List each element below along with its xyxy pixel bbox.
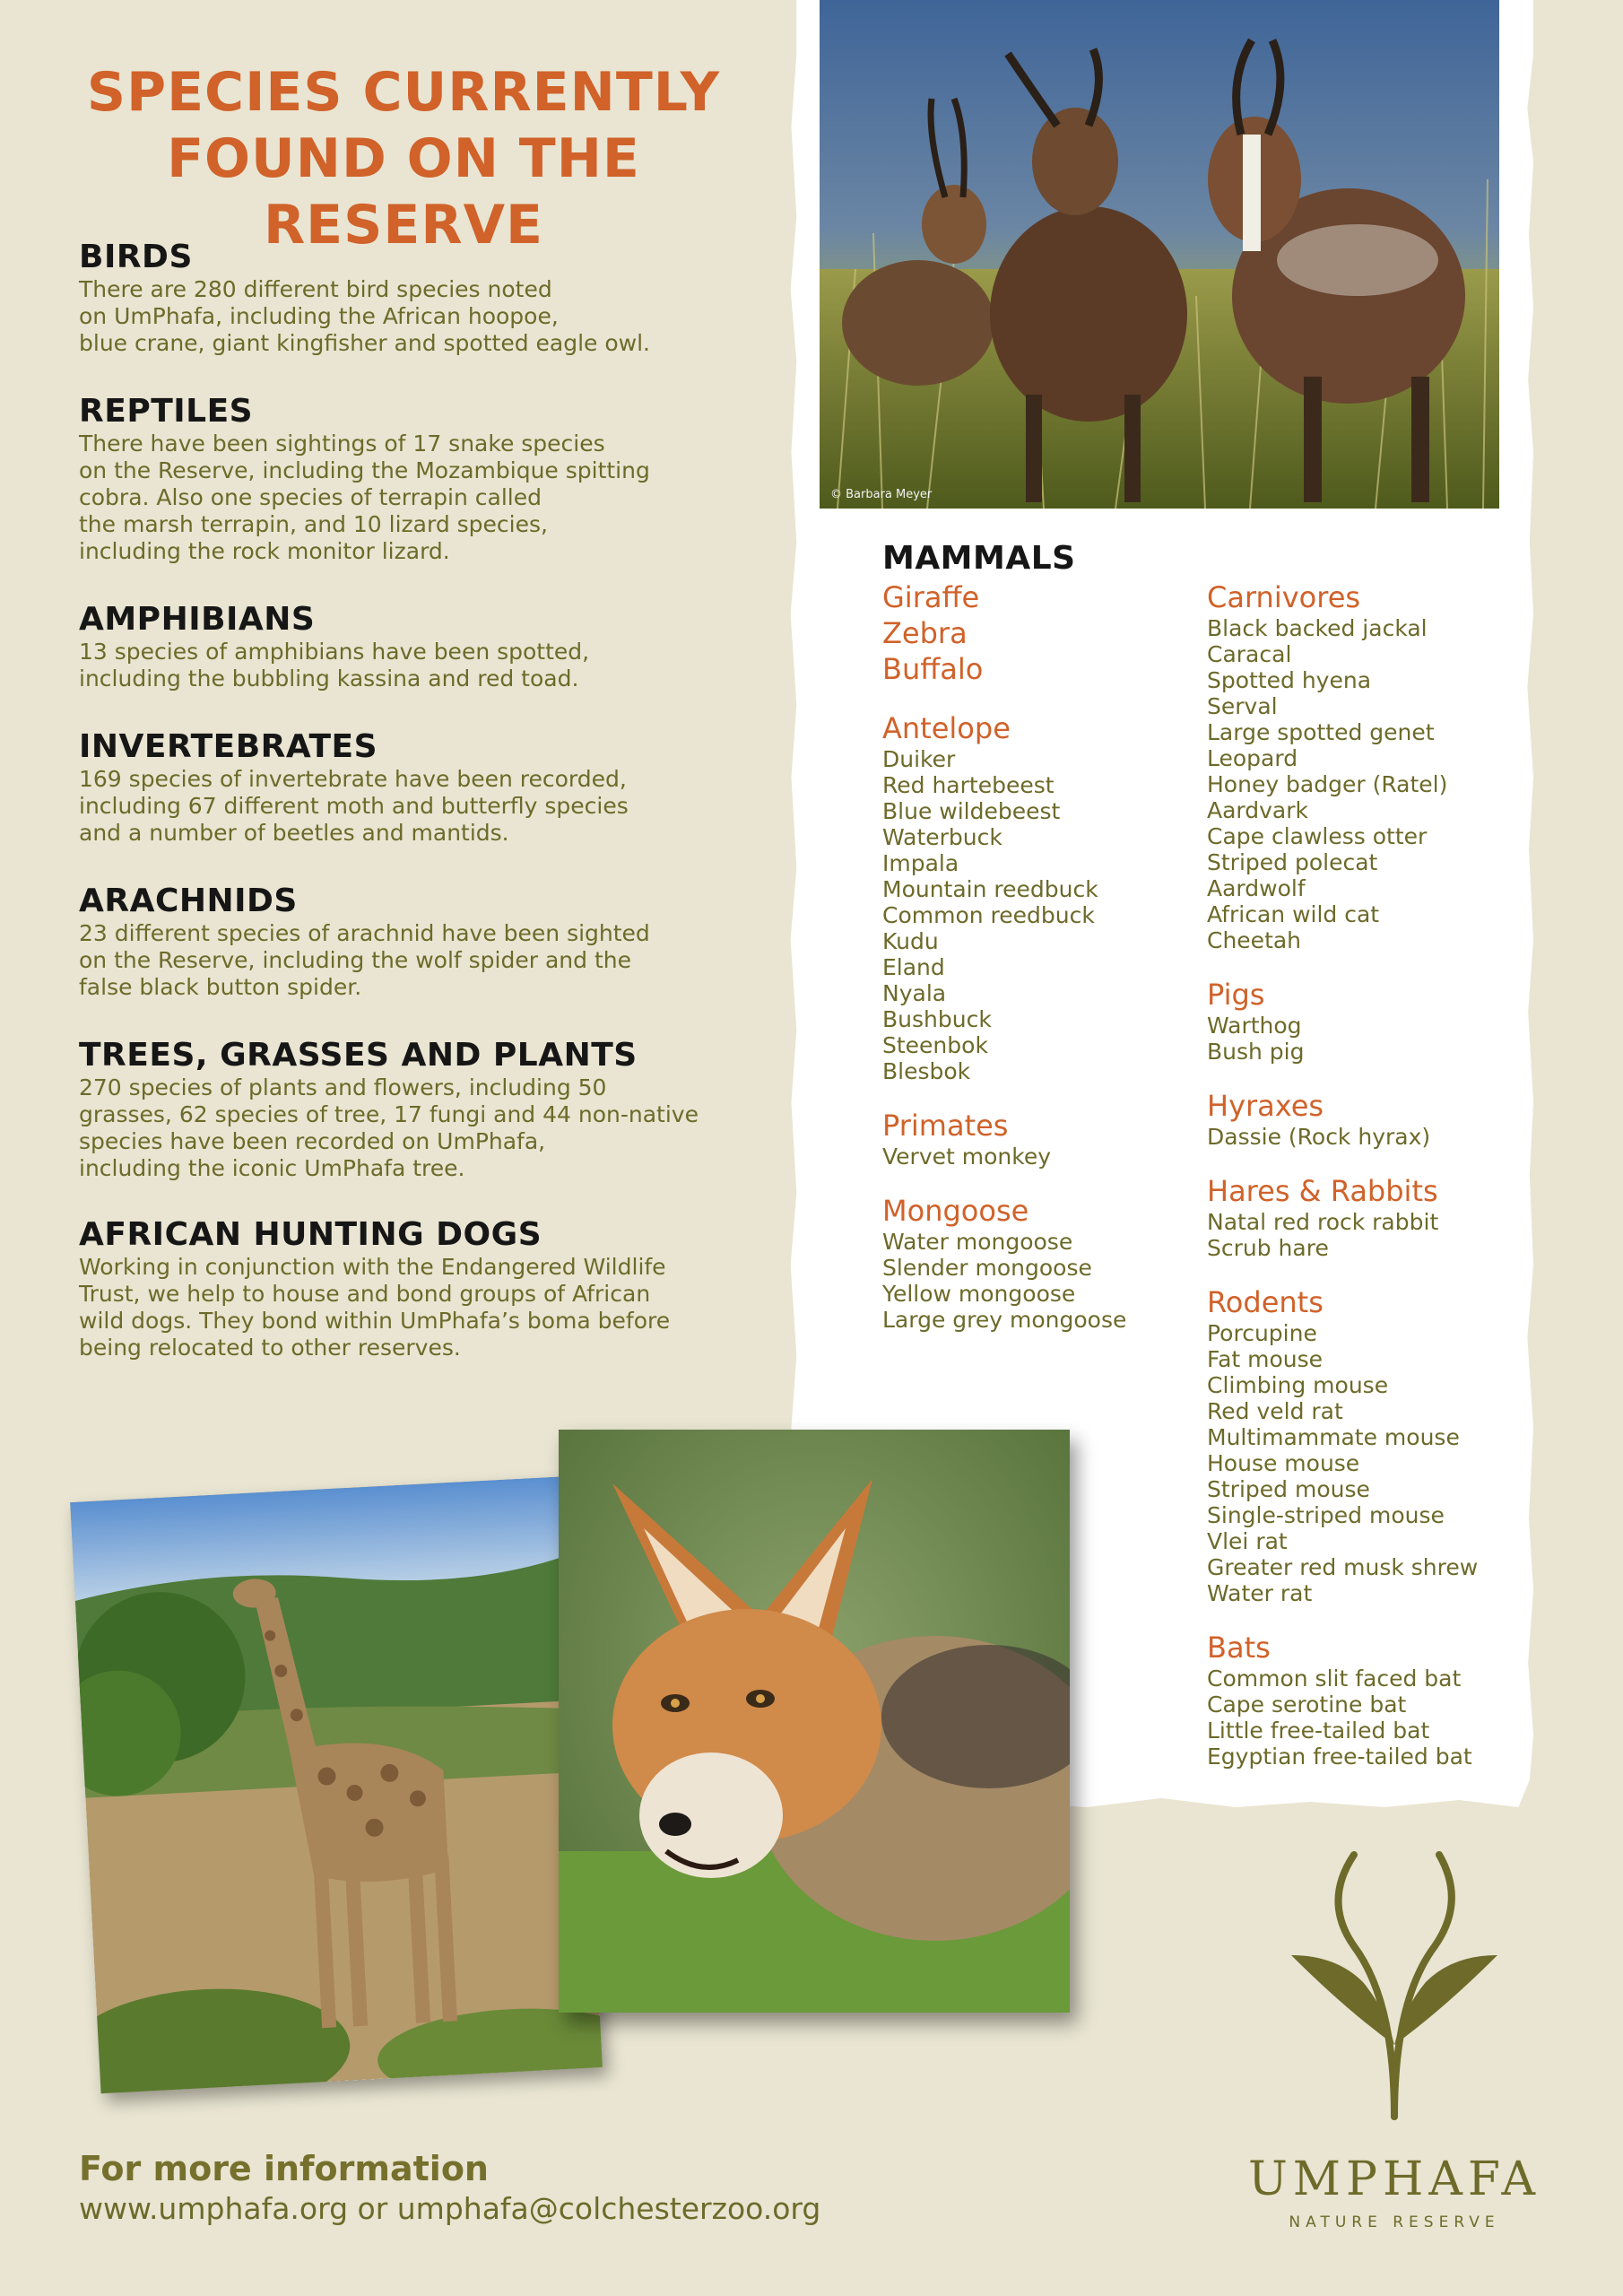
mammals-heading: MAMMALS (882, 540, 1076, 577)
species-item: Caracal (1207, 641, 1292, 667)
text-line: the marsh terrapin, and 10 lizard species, (79, 511, 548, 537)
species-item: Red veld rat (1207, 1398, 1343, 1424)
featured-mammals (882, 579, 1178, 687)
text-line: 270 species of plants and flowers, including 50 (79, 1074, 607, 1100)
species-item: Cheetah (1207, 927, 1302, 953)
section-text (79, 430, 760, 565)
species-item: Red hartebeest (882, 772, 1055, 798)
species-item: Impala (882, 850, 959, 876)
species-item: Warthog (1207, 1013, 1302, 1039)
section-african-hunting-dogs (79, 1216, 778, 1361)
text-line: Trust, we help to house and bond groups of African (79, 1281, 651, 1307)
category-heading: Pigs (1207, 978, 1265, 1012)
more-info-label: For more information (79, 2149, 489, 2188)
section-heading: AMPHIBIANS (79, 601, 316, 638)
text-line: on the Reserve, including the Mozambique spitting (79, 457, 650, 483)
species-item: Little free-tailed bat (1207, 1718, 1430, 1744)
contact-info: www.umphafa.org or umphafa@colchesterzoo.org (79, 2191, 821, 2226)
category-heading: Hares & Rabbits (1207, 1174, 1438, 1208)
category-rodents (1207, 1284, 1512, 1606)
section-heading: REPTILES (79, 393, 254, 430)
species-item: Blue wildebeest (882, 798, 1061, 824)
section-heading: ARACHNIDS (79, 883, 298, 919)
species-item: Scrub hare (1207, 1235, 1329, 1261)
species-item: Kudu (882, 928, 939, 954)
species-item: Bushbuck (882, 1006, 992, 1032)
text-line: There are 280 different bird species noted (79, 276, 552, 302)
text-line: including the rock monitor lizard. (79, 538, 450, 564)
featured-mammal: Zebra (882, 616, 968, 650)
species-item: Bush pig (1207, 1039, 1305, 1065)
text-line: including 67 different moth and butterfly species (79, 793, 629, 819)
photo-credit: © Barbara Meyer (830, 488, 933, 501)
species-item: Egyptian free-tailed bat (1207, 1744, 1472, 1770)
species-item: Striped polecat (1207, 849, 1378, 875)
text-line: There have been sightings of 17 snake species (79, 430, 605, 457)
text-line: including the iconic UmPhafa tree. (79, 1155, 465, 1181)
species-item: Natal red rock rabbit (1207, 1209, 1439, 1235)
species-item: Multimammate mouse (1207, 1424, 1460, 1450)
species-item: Leopard (1207, 745, 1298, 771)
brand-name: UMPHAFA (1247, 2152, 1541, 2206)
category-pigs (1207, 977, 1512, 1065)
species-item: Spotted hyena (1207, 667, 1372, 693)
species-item: Water mongoose (882, 1229, 1073, 1255)
category-hyraxes (1207, 1088, 1512, 1150)
species-item: Slender mongoose (882, 1255, 1092, 1281)
mammals-column-2 (1207, 579, 1512, 1770)
featured-mammal: Buffalo (882, 652, 984, 686)
category-heading: Antelope (882, 711, 1011, 745)
category-heading: Rodents (1207, 1285, 1324, 1319)
category-mongoose (882, 1193, 1178, 1333)
featured-mammal: Giraffe (882, 580, 980, 614)
species-item: Honey badger (Ratel) (1207, 771, 1448, 797)
category-primates (882, 1108, 1178, 1170)
species-item: Climbing mouse (1207, 1372, 1389, 1398)
section-heading: TREES, GRASSES AND PLANTS (79, 1037, 638, 1074)
section-amphibians (79, 601, 778, 692)
blesbok-illustration (820, 0, 1499, 509)
page-title (36, 59, 771, 258)
species-item: Yellow mongoose (882, 1281, 1076, 1307)
section-text (79, 766, 760, 847)
section-heading: BIRDS (79, 239, 193, 275)
species-item: Serval (1207, 693, 1278, 719)
species-item: Aardvark (1207, 797, 1309, 823)
section-reptiles (79, 393, 778, 565)
text-line: false black button spider. (79, 974, 362, 1000)
species-item: Nyala (882, 980, 947, 1006)
species-item: Blesbok (882, 1058, 971, 1084)
text-line: being relocated to other reserves. (79, 1335, 461, 1361)
text-line: grasses, 62 species of tree, 17 fungi and 44 non-native (79, 1101, 699, 1127)
species-item: Cape serotine bat (1207, 1692, 1407, 1718)
giraffe-illustration (70, 1476, 603, 2093)
species-item: Porcupine (1207, 1320, 1317, 1346)
species-item: Mountain reedbuck (882, 876, 1098, 902)
species-item: Single-striped mouse (1207, 1502, 1445, 1528)
species-item: Water rat (1207, 1580, 1313, 1606)
category-carnivores (1207, 579, 1512, 953)
section-text (79, 1074, 760, 1182)
species-item: African wild cat (1207, 901, 1380, 927)
category-bats (1207, 1630, 1512, 1770)
species-item: Large grey mongoose (882, 1307, 1127, 1333)
section-heading: AFRICAN HUNTING DOGS (79, 1216, 542, 1253)
category-heading: Bats (1207, 1631, 1271, 1665)
category-heading: Hyraxes (1207, 1089, 1324, 1123)
section-text (79, 276, 760, 357)
title-line-1: SPECIES CURRENTLY (86, 61, 721, 124)
species-item: Black backed jackal (1207, 615, 1428, 641)
species-item: Cape clawless otter (1207, 823, 1428, 849)
text-line: Working in conjunction with the Endangered Wildlife (79, 1254, 666, 1280)
species-item: Waterbuck (882, 824, 1002, 850)
species-item: Duiker (882, 746, 956, 772)
antelope-horns-icon (1237, 1848, 1551, 2144)
section-invertebrates (79, 728, 778, 847)
text-line: and a number of beetles and mantids. (79, 820, 509, 846)
section-trees-grasses-plants (79, 1037, 778, 1182)
section-text (79, 1254, 760, 1361)
giraffe-photo (70, 1476, 603, 2093)
species-item: Dassie (Rock hyrax) (1207, 1124, 1431, 1150)
species-item: Common slit faced bat (1207, 1665, 1462, 1692)
category-heading: Carnivores (1207, 580, 1361, 614)
species-item: Vervet monkey (882, 1144, 1052, 1170)
species-item: Steenbok (882, 1032, 988, 1058)
text-line: blue crane, giant kingfisher and spotted eagle owl. (79, 330, 650, 356)
text-line: 169 species of invertebrate have been recorded, (79, 766, 627, 792)
blesbok-photo (820, 0, 1499, 509)
section-text (79, 920, 760, 1001)
species-item: Striped mouse (1207, 1476, 1370, 1502)
text-line: wild dogs. They bond within UmPhafa’s boma before (79, 1308, 671, 1334)
category-antelope (882, 710, 1178, 1084)
section-heading: INVERTEBRATES (79, 728, 378, 765)
section-arachnids (79, 883, 778, 1001)
species-item: Fat mouse (1207, 1346, 1324, 1372)
text-line: on UmPhafa, including the African hoopoe, (79, 303, 559, 329)
brand-subtitle: NATURE RESERVE (1289, 2213, 1500, 2231)
jackal-illustration (559, 1430, 1070, 2013)
mammals-column-1 (882, 579, 1178, 1333)
text-line: 13 species of amphibians have been spotted, (79, 639, 590, 665)
species-item: Vlei rat (1207, 1528, 1288, 1554)
species-item: Common reedbuck (882, 902, 1095, 928)
text-line: on the Reserve, including the wolf spider and the (79, 947, 631, 973)
category-heading: Mongoose (882, 1194, 1029, 1228)
text-line: including the bubbling kassina and red toad. (79, 665, 579, 691)
title-line-2: FOUND ON THE RESERVE (167, 127, 640, 257)
section-text (79, 639, 760, 692)
text-line: species have been recorded on UmPhafa, (79, 1128, 546, 1154)
text-line: 23 different species of arachnid have been sighted (79, 920, 650, 946)
text-line: cobra. Also one species of terrapin called (79, 484, 542, 510)
species-item: Aardwolf (1207, 875, 1306, 901)
species-item: Greater red musk shrew (1207, 1554, 1479, 1580)
species-item: Eland (882, 954, 945, 980)
section-birds (79, 239, 778, 357)
category-heading: Primates (882, 1109, 1009, 1143)
jackal-photo (559, 1430, 1070, 2013)
species-item: Large spotted genet (1207, 719, 1435, 745)
category-hares-rabbits (1207, 1173, 1512, 1261)
species-item: House mouse (1207, 1450, 1360, 1476)
